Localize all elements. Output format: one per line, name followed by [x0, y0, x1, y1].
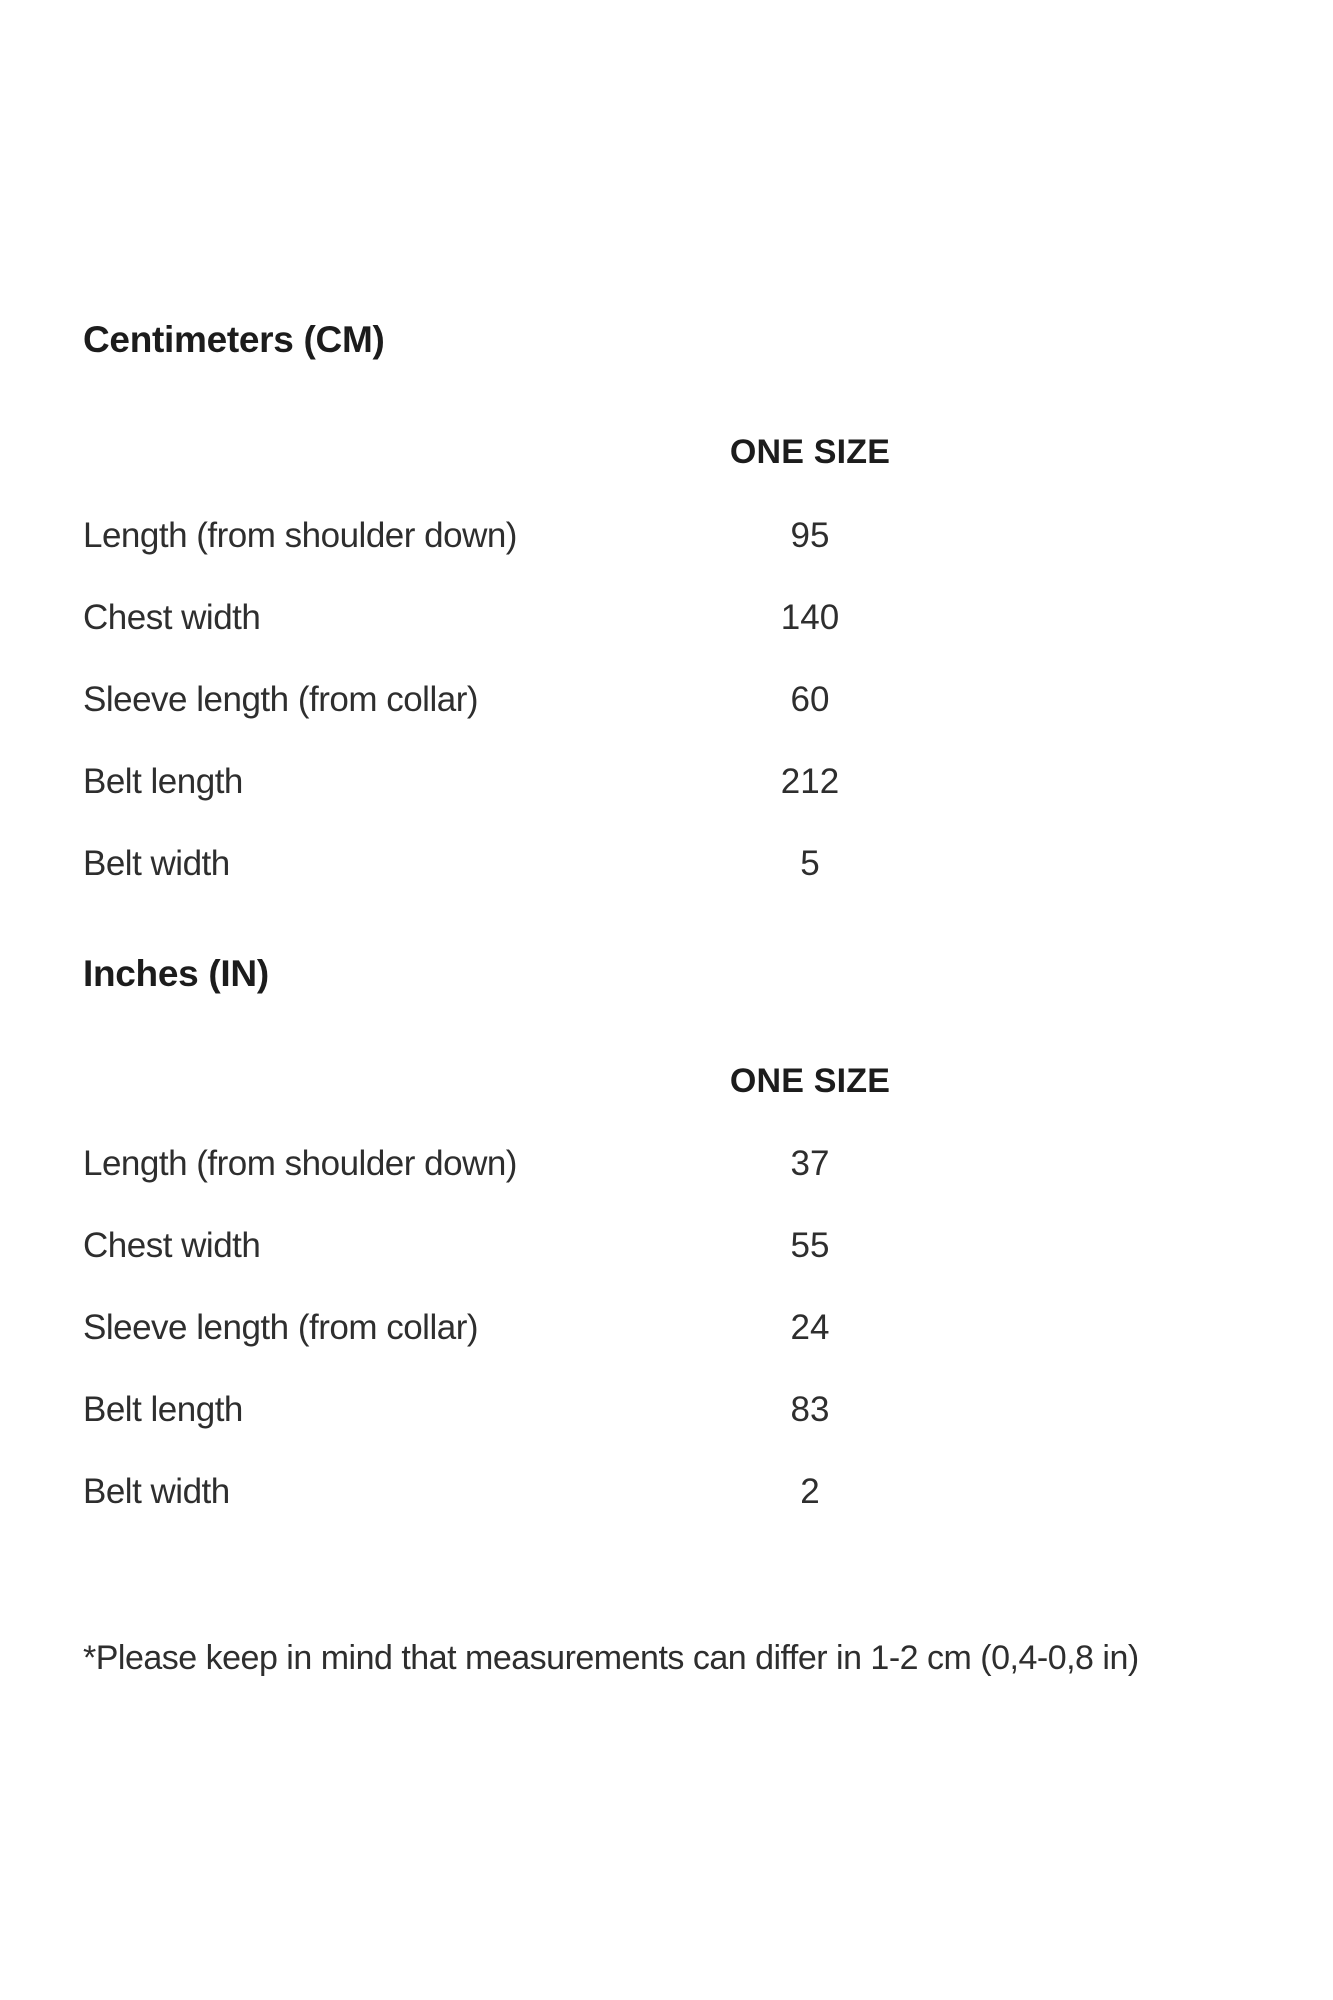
measurement-label: Sleeve length (from collar) — [83, 680, 478, 719]
measurement-value: 24 — [790, 1308, 830, 1347]
column-header-row — [83, 1040, 960, 1122]
measurement-value: 212 — [780, 762, 840, 801]
section-heading-cm: Centimeters (CM) — [83, 319, 385, 360]
measurement-value: 5 — [800, 844, 820, 883]
size-table-cm — [83, 299, 960, 1533]
column-header-one-size: ONE SIZE — [729, 1061, 891, 1100]
measurement-value: 37 — [790, 1144, 830, 1183]
size-row — [83, 495, 960, 577]
measurement-label: Sleeve length (from collar) — [83, 1308, 478, 1347]
measurement-label: Belt width — [83, 1472, 230, 1511]
size-row — [83, 823, 960, 905]
section-heading-in: Inches (IN) — [83, 953, 269, 994]
size-row — [83, 1205, 960, 1287]
size-row — [83, 1287, 960, 1369]
size-row — [83, 741, 960, 823]
size-row — [83, 577, 960, 659]
measurement-value: 95 — [790, 516, 830, 555]
size-rows-cm — [83, 495, 960, 905]
size-row — [83, 1369, 960, 1451]
footnote-row — [83, 1617, 1333, 1699]
measurement-label: Belt width — [83, 844, 230, 883]
measurement-disclaimer: *Please keep in mind that measurements can differ in 1-2 cm (0,4-0,8 in) — [83, 1638, 1139, 1677]
measurement-label: Belt length — [83, 762, 243, 801]
size-row — [83, 1451, 960, 1533]
measurement-value: 83 — [790, 1390, 830, 1429]
measurement-label: Length (from shoulder down) — [83, 516, 517, 555]
measurement-value: 55 — [790, 1226, 830, 1265]
size-row — [83, 659, 960, 741]
section-heading-row — [83, 933, 960, 1015]
measurement-value: 140 — [780, 598, 840, 637]
measurement-label: Length (from shoulder down) — [83, 1144, 517, 1183]
measurement-label: Chest width — [83, 598, 261, 637]
column-header-row — [83, 411, 960, 493]
measurement-value: 60 — [790, 680, 830, 719]
measurement-value: 2 — [800, 1472, 820, 1511]
section-heading-row — [83, 299, 960, 381]
size-rows-in — [83, 1123, 960, 1533]
measurement-label: Belt length — [83, 1390, 243, 1429]
size-row — [83, 1123, 960, 1205]
measurement-label: Chest width — [83, 1226, 261, 1265]
column-header-one-size: ONE SIZE — [729, 432, 891, 471]
